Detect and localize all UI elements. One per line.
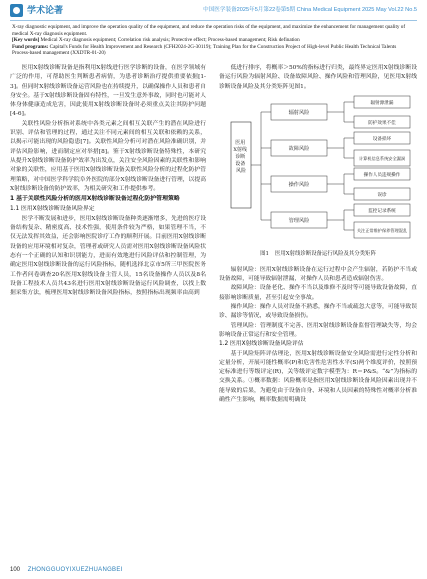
figure-caption-text: 医用X射线诊断设备运行风险及其分类矩阵 bbox=[274, 250, 376, 257]
paragraph: 操作风险：操作人员对设备不熟悉，操作不当或疏忽大意等，可能导致误诊、漏诊等情况，或导致设备损伤。 bbox=[219, 304, 417, 320]
figure-number: 图1 bbox=[260, 250, 269, 257]
item-label: 操作人员违规操作 bbox=[363, 172, 401, 178]
category-management: 管理风险 bbox=[288, 217, 310, 224]
page-number: 100 bbox=[10, 567, 21, 573]
paragraph: 管理风险：管理制度不完善、医用X射线诊断设备监督管理缺失等，均会影响设备正常运行和安全管理。 bbox=[219, 322, 417, 338]
item-label: 误诊 bbox=[377, 192, 387, 198]
section-heading: 1 基于关联性风险分析的医用X射线诊断设备过程化防护管理策略 bbox=[10, 196, 180, 203]
paragraph: 辐射风险：医用X射线诊断设备在运行过程中会产生辐射，若防护不当或设备故障，可能导致辐射泄漏，对操作人员和患者造成辐射伤害。 bbox=[219, 266, 417, 283]
item-label: 设备损坏 bbox=[372, 136, 392, 142]
paragraph: 关联性风险分析指对系统中各类元素之间相互关联产生的潜在风险进行识别、评估和管理的过程，通过关注不同元素间的相互关联和依赖的关系，以揭示可能出现的风险隐患[7]。关联性风险分析可对潜在风险准确识别，并评估风险影响，进而制定应对举措[8]。鉴于X射线诊断设备特殊性，本研究从提升X射线诊断设备防护效率为出发点，关注安全风险因素的关联性和影响对象的关联性，应用基于医用X射线诊断设备关联性风险分析的过程化防护管理策略，对中国医学科学院阜外医院的部分X射线诊断设备进行管理，以提高X射线诊断设备的防护效率，为相关研究和工作提供参考。 bbox=[10, 120, 206, 192]
paragraph: 医学不断发展和进步，医用X射线诊断设备种类逐渐增多，先进的医疗设备结构复杂、精密度高、技术性强，使用条件较为严格，如果管理不当，不仅无法发挥其效益，还会影响医院诊疗工作的顺利开展。目前医用X射线诊断设备的应用环境相对复杂，管理者或研究人员需对医用X射线诊断设备风险状态有一个正确的认知和识别能力，进而有效地进行风险评估和控制管理，为确定医用X射线诊断设备的运行风险指标，随机选择北京市5所三甲医院医务工作者问卷调查20名医用X射线设备主管人员，15名设备操作人员以及8名设备工程技术人员共43名进行医用X射线诊断设备运行风险调查，以找上数据采集方法，梳理医用X射线诊断设备风险指标，按照指标出现频率由高到 bbox=[10, 215, 206, 297]
english-abstract bbox=[12, 24, 415, 57]
category-radiation: 辐射风险 bbox=[288, 109, 310, 116]
journal-line: 中国医学装备2025年5月第22卷第5期 China Medical Equipment 2025 May Vol.22 No.5 bbox=[203, 7, 417, 13]
item-label: 监控记录系统 bbox=[368, 208, 396, 214]
subsection-heading: 1.1 医用X射线诊断设备风险界定 bbox=[10, 206, 95, 213]
figure-caption bbox=[219, 250, 417, 259]
abstract-tail: X-ray diagnostic equipment, and improve the operation quality of the equipment, and reduce the operation risks of the equipment, and maximize the enhancement for management quality of medical X-ray diagnosis equipment. bbox=[12, 24, 406, 37]
keywords-label: [Key words] bbox=[12, 37, 40, 44]
category-operation: 操作风险 bbox=[288, 181, 310, 188]
item-label: 防护效果不佳 bbox=[368, 120, 396, 126]
paragraph: 低进行排序，将概率＞50%的指标进行归类，最终界定医用X射线诊断设备运行风险为辐射风险、设备故障风险、操作风险和管理风险，见医用X射线诊断设备风险及其分类矩阵见图1。 bbox=[219, 65, 417, 90]
category-boxes bbox=[261, 104, 327, 228]
page-header bbox=[0, 0, 427, 22]
footer-journal: ZHONGGUOYIXUEZHUANGBEI bbox=[27, 567, 123, 573]
risk-matrix-diagram bbox=[219, 92, 417, 250]
keywords-text: Medical X-ray diagnosis equipment; Correlation risk analysis; Protective effect; Process-based management; Risk defination bbox=[39, 37, 300, 44]
subsection-heading: 1.2 医用X射线诊断设备风险评估 bbox=[219, 341, 304, 348]
item-boxes bbox=[344, 96, 410, 238]
paragraph: 基于风险矩阵评估理论，医用X射线诊断设备安全风险需进行定性分析和定量分析，开展可能性概率(P)和危害性危害性水平(S)两个维度评价，按照预定标准进行等级评定(R)，关等级评定数字模型为：R＝P&S。“&”为指标的交换关系。①概率数据：风险概率是指医用X射线诊断设备风险因素出现并不能导致的后果，为避免由于设备自身、环境和人员因素的特殊性对概率分析准确性产生影响，概率数据需明确设 bbox=[219, 350, 417, 404]
fund-line bbox=[12, 44, 415, 57]
header-divider bbox=[10, 20, 417, 21]
column-title: 学术论著 bbox=[27, 6, 64, 16]
figure-1 bbox=[219, 92, 417, 262]
page-footer bbox=[10, 567, 123, 573]
journal-logo-icon bbox=[10, 4, 23, 17]
category-fault: 故障风险 bbox=[288, 145, 310, 152]
fund-label: Fund programs: bbox=[12, 43, 49, 50]
center-label: 医用 X射线 诊断 设备 风险 bbox=[233, 139, 247, 174]
paragraph: 医用X射线诊断设备是指利用X射线进行医学诊断的设备，在医学领域有广泛的作用，可帮助医生判断患者病情，为患者诊断治疗提供重要依据[1-3]。但同时X射线诊断设备运营风险也在持续提升，以确保操作人员和患者自身安全。基于X射线诊断设备固有特性，一旦发生意外事故，同时也可能对人体身体健康造成危害，因此使用X射线诊断设备时必须重点关注其防护问题[4-6]。 bbox=[10, 65, 206, 118]
fund-text: Capital's Funds for Health Improvement and Research (CFH2024-2G-30119); Training Plan for the Construction Project of High-level Public Health Technical Talents Process-based management (XXDTR-01-20) bbox=[12, 43, 397, 57]
item-label: 辐射源泄漏 bbox=[370, 100, 394, 106]
right-column bbox=[219, 64, 417, 405]
paragraph: 故障风险：设备老化、操作不当以及维修不及时等可能导致设备故障，直接影响诊断质量，甚至引起安全事故。 bbox=[219, 285, 417, 301]
item-label: 计算机信息系统安全漏洞 bbox=[358, 155, 406, 161]
left-column bbox=[10, 64, 206, 298]
keywords-line bbox=[12, 37, 415, 44]
item-label: 关注正常维护保养管理混乱 bbox=[356, 227, 408, 233]
